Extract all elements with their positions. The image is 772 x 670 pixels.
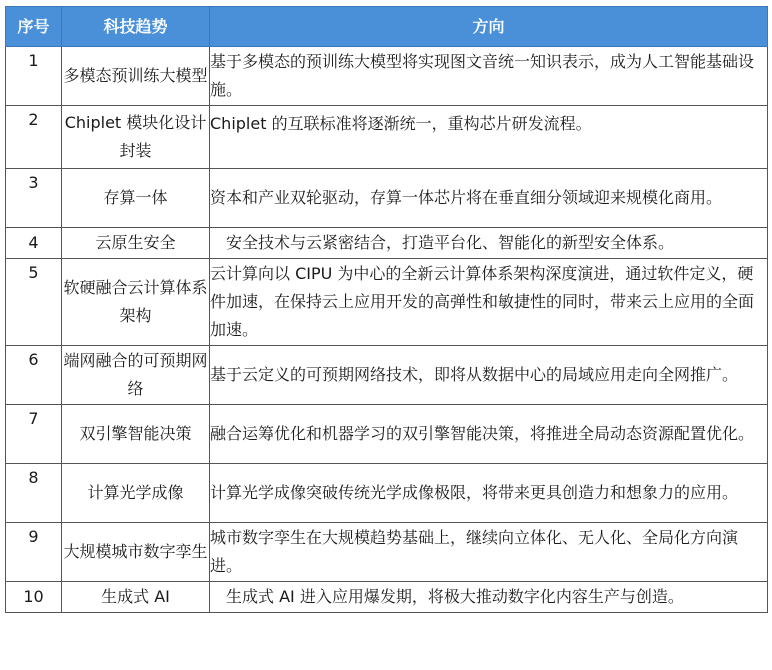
row-direction: Chiplet 的互联标准将逐渐统一，重构芯片研发流程。 [210, 106, 768, 169]
table-header [6, 7, 768, 47]
row-index: 10 [6, 582, 62, 613]
tech-trends-table [5, 6, 768, 613]
row-trend: Chiplet 模块化设计封装 [62, 106, 210, 169]
table-row [6, 346, 768, 405]
table-row [6, 523, 768, 582]
row-index: 1 [6, 47, 62, 106]
row-trend: 多模态预训练大模型 [62, 47, 210, 106]
row-direction: 基于云定义的可预期网络技术，即将从数据中心的局域应用走向全网推广。 [210, 346, 768, 405]
row-index: 6 [6, 346, 62, 405]
row-direction: 安全技术与云紧密结合，打造平台化、智能化的新型安全体系。 [210, 228, 768, 259]
row-direction: 生成式 AI 进入应用爆发期，将极大推动数字化内容生产与创造。 [210, 582, 768, 613]
row-index: 9 [6, 523, 62, 582]
row-trend: 软硬融合云计算体系架构 [62, 259, 210, 346]
header-row [6, 7, 768, 47]
table-row [6, 582, 768, 613]
header-trend: 科技趋势 [62, 7, 210, 47]
header-direction: 方向 [210, 7, 768, 47]
table-row [6, 259, 768, 346]
row-direction: 资本和产业双轮驱动，存算一体芯片将在垂直细分领域迎来规模化商用。 [210, 169, 768, 228]
header-index: 序号 [6, 7, 62, 47]
row-index: 2 [6, 106, 62, 169]
row-index: 7 [6, 405, 62, 464]
row-direction: 城市数字孪生在大规模趋势基础上，继续向立体化、无人化、全局化方向演进。 [210, 523, 768, 582]
row-trend: 端网融合的可预期网络 [62, 346, 210, 405]
row-trend: 大规模城市数字孪生 [62, 523, 210, 582]
table-body [6, 47, 768, 613]
table-row [6, 228, 768, 259]
table-row [6, 47, 768, 106]
row-trend: 云原生安全 [62, 228, 210, 259]
row-direction: 计算光学成像突破传统光学成像极限，将带来更具创造力和想象力的应用。 [210, 464, 768, 523]
row-direction: 云计算向以 CIPU 为中心的全新云计算体系架构深度演进，通过软件定义，硬件加速，在保持云上应用开发的高弹性和敏捷性的同时，带来云上应用的全面加速。 [210, 259, 768, 346]
row-index: 5 [6, 259, 62, 346]
table-row [6, 405, 768, 464]
row-trend: 计算光学成像 [62, 464, 210, 523]
row-index: 4 [6, 228, 62, 259]
row-direction: 基于多模态的预训练大模型将实现图文音统一知识表示，成为人工智能基础设施。 [210, 47, 768, 106]
row-trend: 生成式 AI [62, 582, 210, 613]
table-row [6, 169, 768, 228]
row-trend: 存算一体 [62, 169, 210, 228]
table-row [6, 106, 768, 169]
row-trend: 双引擎智能决策 [62, 405, 210, 464]
row-direction: 融合运筹优化和机器学习的双引擎智能决策，将推进全局动态资源配置优化。 [210, 405, 768, 464]
row-index: 8 [6, 464, 62, 523]
row-index: 3 [6, 169, 62, 228]
table-row [6, 464, 768, 523]
